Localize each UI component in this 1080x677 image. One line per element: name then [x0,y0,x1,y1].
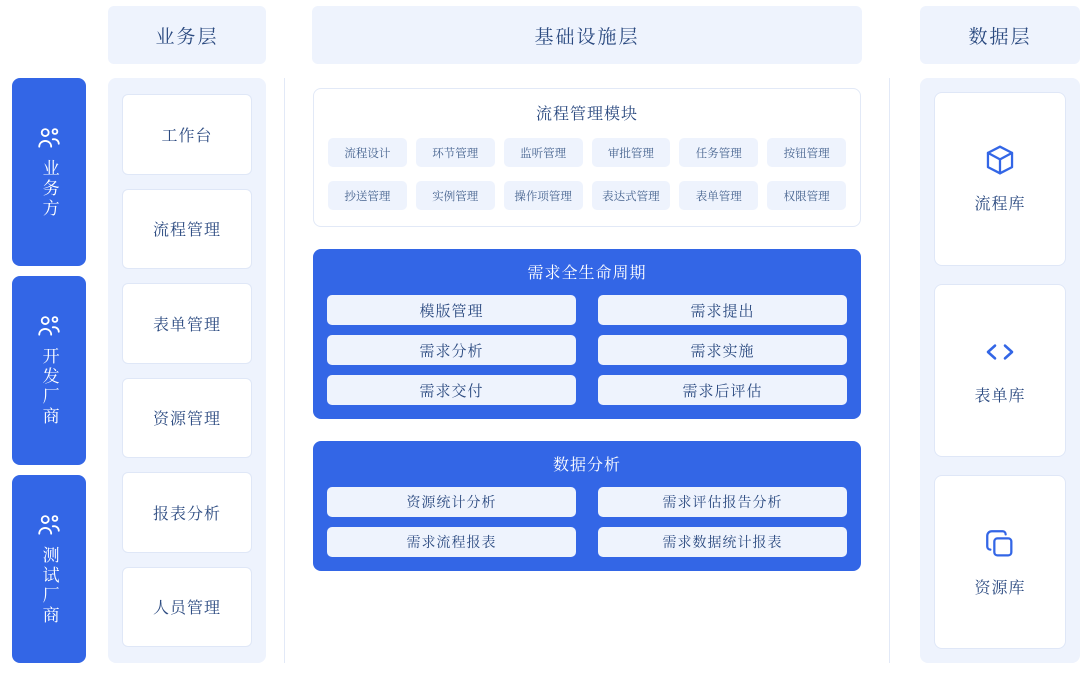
column-header-data [920,6,1080,64]
chip-cc-management[interactable] [328,181,407,210]
pill-label: 资源统计分析 [406,494,497,510]
process-module-title: 流程管理模块 [535,106,638,123]
chip-label: 权限管理 [783,190,830,203]
data-store-resource-library[interactable] [934,475,1066,649]
users-icon [36,313,62,339]
pill-label: 需求实施 [690,342,755,360]
business-item-form-management[interactable] [122,283,252,364]
data-store-form-library[interactable] [934,284,1066,458]
data-store-label: 流程库 [974,196,1026,214]
chip-button-management[interactable] [767,138,846,167]
actor-label: 业务方 [39,159,59,220]
chip-permission-management[interactable] [767,181,846,210]
pill-requirement-data-statistics-report[interactable] [598,527,847,557]
pill-requirement-analysis[interactable] [327,335,576,365]
chip-process-design[interactable] [328,138,407,167]
data-analysis-panel [313,441,861,571]
users-icon [36,125,62,151]
business-item-label: 资源管理 [152,411,221,429]
users-icon [36,512,62,538]
infrastructure-layer-column [284,78,890,663]
actor-label: 开发厂商 [39,347,59,428]
actor-rail [12,78,86,663]
business-item-label: 人员管理 [152,600,221,618]
pill-requirement-process-report[interactable] [327,527,576,557]
pill-resource-statistics-analysis[interactable] [327,487,576,517]
business-item-label: 表单管理 [152,316,221,334]
pill-requirement-evaluation-report-analysis[interactable] [598,487,847,517]
actor-label: 测试厂商 [39,545,59,626]
chip-approval-management[interactable] [592,138,671,167]
chip-label: 流程设计 [344,147,391,160]
chip-node-management[interactable] [416,138,495,167]
chip-operation-item-management[interactable] [504,181,583,210]
chip-label: 任务管理 [695,147,742,160]
chip-task-management[interactable] [679,138,758,167]
actor-development-vendor[interactable] [12,276,86,464]
business-item-report-analysis[interactable] [122,472,252,553]
chip-label: 操作项管理 [514,190,572,203]
column-header-infrastructure [312,6,862,64]
business-item-workbench[interactable] [122,94,252,175]
pill-requirement-implementation[interactable] [598,335,847,365]
pill-requirement-submission[interactable] [598,295,847,325]
pill-label: 需求数据统计报表 [662,534,783,550]
pill-label: 需求交付 [419,382,484,400]
process-management-module-panel [313,88,861,227]
actor-testing-vendor[interactable] [12,475,86,663]
lifecycle-title: 需求全生命周期 [527,265,647,282]
data-store-label: 资源库 [974,579,1026,597]
data-store-label: 表单库 [974,388,1026,405]
chip-label: 实例管理 [432,190,479,203]
pill-template-management[interactable] [327,295,576,325]
chip-label: 按钮管理 [783,147,830,160]
code-brackets-icon [983,335,1017,369]
business-item-label: 流程管理 [152,222,221,240]
chip-label: 表达式管理 [602,190,660,203]
analytics-title: 数据分析 [552,457,621,474]
pill-label: 需求提出 [690,302,755,320]
column-header-business [108,6,266,64]
business-item-label: 工作台 [161,127,213,145]
data-store-process-library[interactable] [934,92,1066,266]
chip-label: 抄送管理 [344,190,391,203]
chip-label: 审批管理 [607,147,654,160]
chip-form-management[interactable] [679,181,758,210]
analytics-pill-grid [327,487,847,557]
data-layer-column [920,78,1080,663]
pill-label: 模版管理 [419,302,484,320]
actor-business-party[interactable] [12,78,86,266]
pill-label: 需求后评估 [682,382,763,400]
pill-label: 需求分析 [419,342,484,360]
pill-requirement-post-evaluation[interactable] [598,375,847,405]
pill-requirement-delivery[interactable] [327,375,576,405]
chip-instance-management[interactable] [416,181,495,210]
business-item-personnel-management[interactable] [122,567,252,648]
column-header-data-label: 数据层 [968,26,1032,48]
column-header-infrastructure-label: 基础设施层 [534,26,640,48]
chip-listener-management[interactable] [504,138,583,167]
requirement-lifecycle-panel [313,249,861,419]
chip-label: 环节管理 [432,147,479,160]
lifecycle-pill-grid [327,295,847,405]
business-item-process-management[interactable] [122,189,252,270]
business-item-label: 报表分析 [152,505,221,523]
chip-label: 表单管理 [695,190,742,203]
cube-icon [983,143,1017,177]
column-header-business-label: 业务层 [155,26,219,48]
business-item-resource-management[interactable] [122,378,252,459]
pill-label: 需求评估报告分析 [662,494,783,510]
chip-expression-management[interactable] [592,181,671,210]
process-module-chip-grid [328,138,846,210]
chip-label: 监听管理 [520,147,567,160]
copy-icon [983,527,1017,561]
business-layer-column [108,78,266,663]
pill-label: 需求流程报表 [406,534,497,550]
